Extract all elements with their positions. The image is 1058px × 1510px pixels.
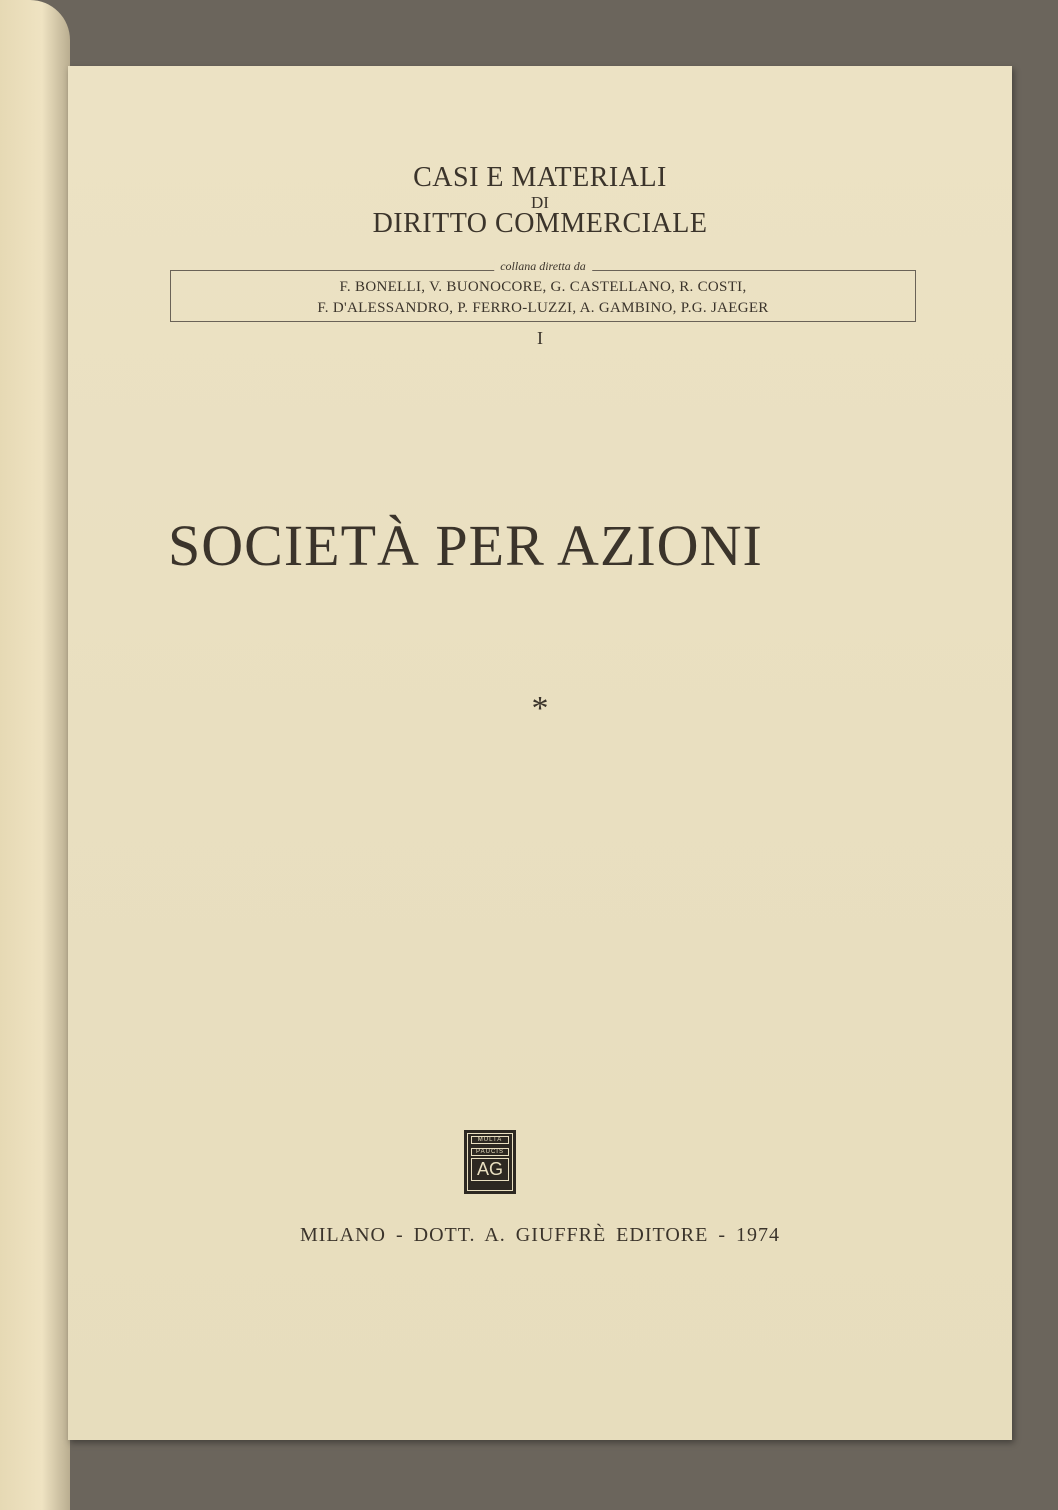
logo-text-top: MULTA	[471, 1136, 509, 1144]
facing-page-edge	[0, 0, 70, 1510]
logo-text-bottom: AG	[471, 1158, 509, 1181]
asterisk-mark: *	[531, 690, 549, 727]
collana-label: collana diretta da	[494, 259, 592, 274]
logo-text-middle: PAUCIS	[471, 1148, 509, 1156]
publisher-logo	[464, 1130, 516, 1194]
editors-box	[170, 259, 916, 322]
series-title-line2: DI	[531, 193, 549, 212]
imprint: MILANO - DOTT. A. GIUFFRÈ EDITORE - 1974	[299, 1224, 780, 1246]
series-title-line1: CASI E MATERIALI	[413, 162, 667, 193]
series-title-line3: DIRITTO COMMERCIALE	[372, 208, 708, 239]
title-page	[68, 66, 1012, 1440]
book-title: SOCIETÀ PER AZIONI	[168, 513, 763, 578]
editors-line1: F. BONELLI, V. BUONOCORE, G. CASTELLANO, R. COSTI,	[339, 279, 747, 295]
volume-number: I	[537, 328, 543, 348]
editors-line2: F. D'ALESSANDRO, P. FERRO-LUZZI, A. GAMBINO, P.G. JAEGER	[317, 300, 769, 316]
